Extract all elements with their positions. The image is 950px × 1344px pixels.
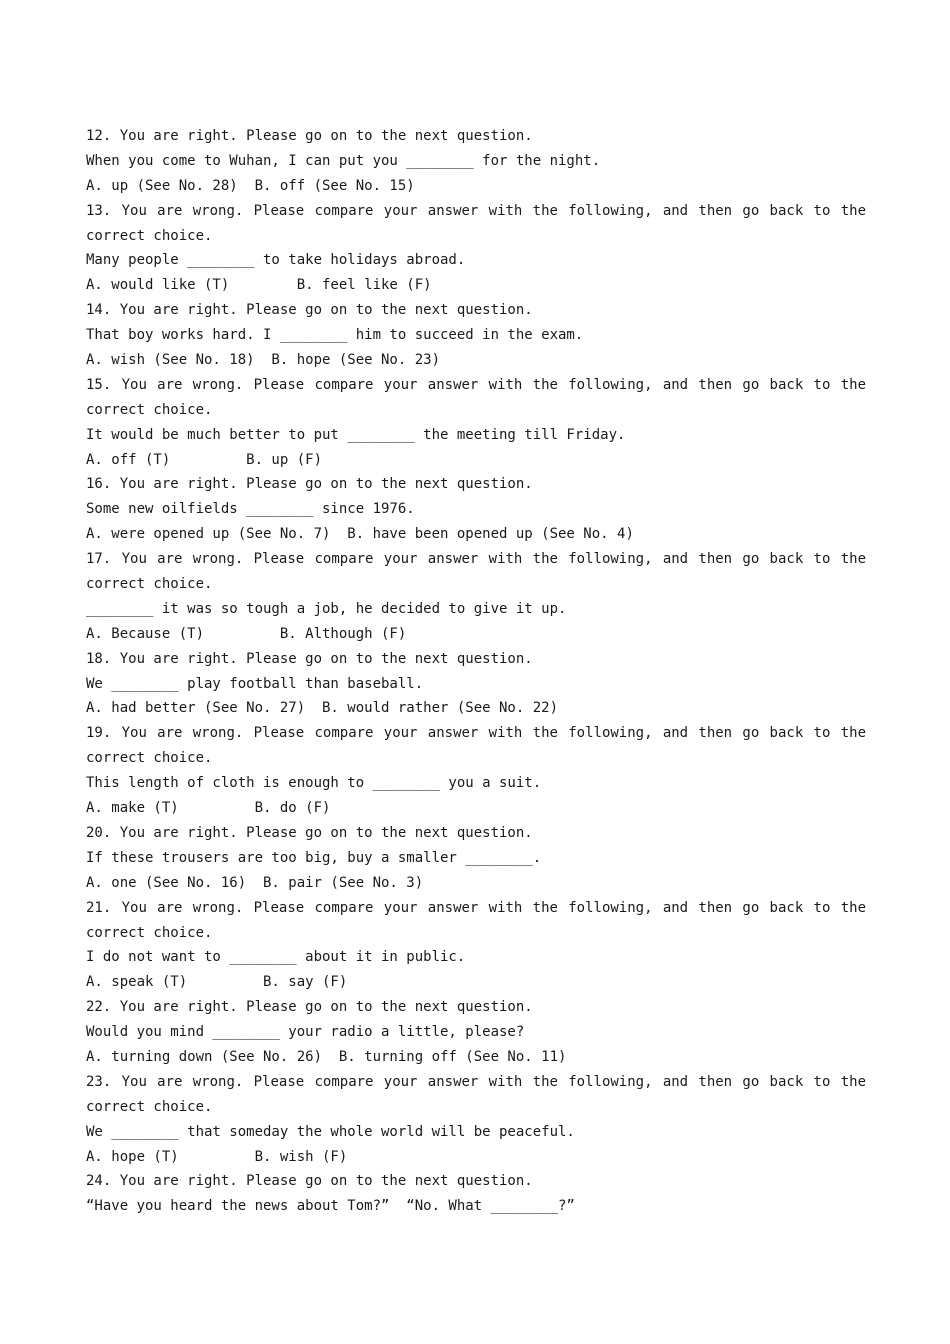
options-line: A. Because (T) B. Although (F) [86, 625, 407, 642]
options-line: A. speak (T) B. say (F) [86, 974, 348, 991]
question-line: Some new oilfields ________ since 1976. [86, 501, 415, 518]
feedback-line: 19. You are wrong. Please compare your answer with the following, and then go back to the [86, 725, 866, 742]
feedback-line: 12. You are right. Please go on to the next question. [86, 128, 533, 144]
feedback-line: 17. You are wrong. Please compare your answer with the following, and then go back to the [86, 551, 866, 568]
feedback-line: 24. You are right. Please go on to the next question. [86, 1173, 533, 1190]
feedback-line: 20. You are right. Please go on to the next question. [86, 824, 533, 841]
question-line: ________ it was so tough a job, he decided to give it up. [86, 600, 567, 617]
question-line: If these trousers are too big, buy a smaller ________. [86, 849, 542, 866]
feedback-line-continued: correct choice. [86, 750, 213, 767]
feedback-line-continued: correct choice. [86, 1098, 213, 1115]
feedback-line: 22. You are right. Please go on to the next question. [86, 999, 533, 1016]
document-page [86, 124, 866, 1219]
options-line: A. make (T) B. do (F) [86, 800, 331, 817]
feedback-line-continued: correct choice. [86, 227, 213, 244]
feedback-line-continued: correct choice. [86, 401, 213, 418]
question-line: This length of cloth is enough to ________ you a suit. [86, 775, 542, 792]
question-line: We ________ play football than baseball. [86, 675, 424, 692]
feedback-line: 13. You are wrong. Please compare your answer with the following, and then go back to the [86, 202, 866, 219]
question-line: It would be much better to put ________ the meeting till Friday. [86, 426, 626, 443]
feedback-line-continued: correct choice. [86, 924, 213, 941]
options-line: A. hope (T) B. wish (F) [86, 1148, 348, 1165]
feedback-line: 23. You are wrong. Please compare your answer with the following, and then go back to the [86, 1073, 866, 1090]
options-line: A. off (T) B. up (F) [86, 451, 323, 468]
question-line: When you come to Wuhan, I can put you ________ for the night. [86, 152, 601, 169]
options-line: A. one (See No. 16) B. pair (See No. 3) [86, 874, 424, 891]
feedback-line-continued: correct choice. [86, 576, 213, 593]
feedback-line: 18. You are right. Please go on to the next question. [86, 650, 533, 667]
feedback-line: 15. You are wrong. Please compare your answer with the following, and then go back to the [86, 376, 866, 393]
question-line: Many people ________ to take holidays abroad. [86, 252, 466, 269]
feedback-line: 21. You are wrong. Please compare your answer with the following, and then go back to the [86, 899, 866, 916]
options-line: A. would like (T) B. feel like (F) [86, 277, 432, 294]
question-line: We ________ that someday the whole world will be peaceful. [86, 1123, 575, 1140]
options-line: A. up (See No. 28) B. off (See No. 15) [86, 177, 415, 194]
question-line: That boy works hard. I ________ him to succeed in the exam. [86, 327, 584, 344]
options-line: A. had better (See No. 27) B. would rather (See No. 22) [86, 700, 559, 717]
options-line: A. turning down (See No. 26) B. turning off (See No. 11) [86, 1048, 567, 1065]
feedback-line: 16. You are right. Please go on to the next question. [86, 476, 533, 493]
feedback-line: 14. You are right. Please go on to the next question. [86, 302, 533, 319]
question-line: I do not want to ________ about it in public. [86, 949, 466, 966]
question-line: “Have you heard the news about Tom?” “No. What ________?” [86, 1198, 575, 1215]
options-line: A. wish (See No. 18) B. hope (See No. 23) [86, 352, 441, 369]
options-line: A. were opened up (See No. 7) B. have been opened up (See No. 4) [86, 526, 634, 543]
question-line: Would you mind ________ your radio a little, please? [86, 1024, 525, 1041]
